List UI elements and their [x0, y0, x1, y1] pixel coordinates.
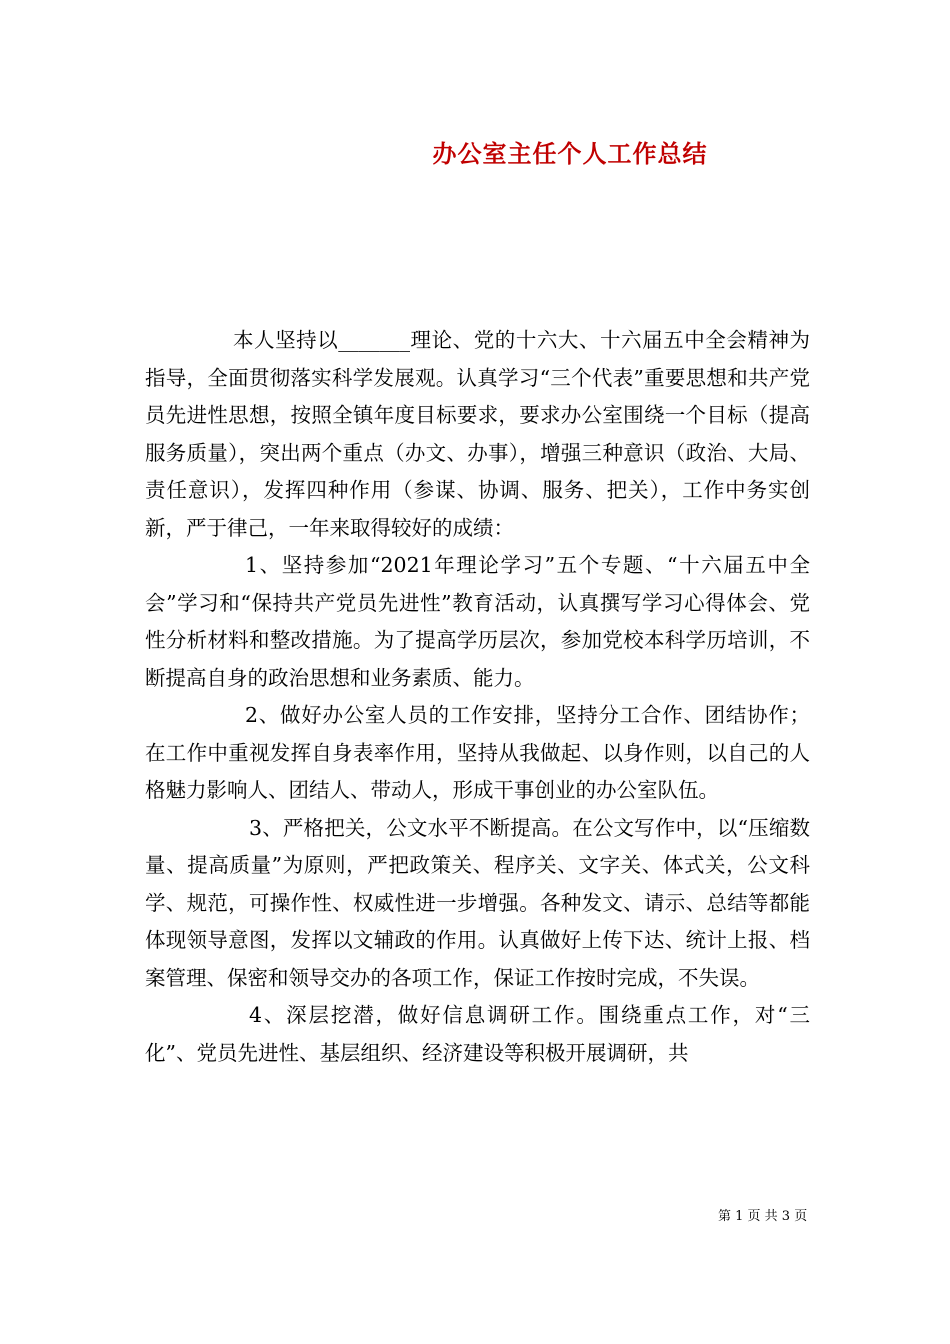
page-footer: 第 1 页 共 3 页 [718, 1209, 808, 1224]
paragraph-intro: 本人坚持以_______理论、党的十六大、十六届五中全会精神为指导，全面贯彻落实科学发展观。认真学习“三个代表”重要思想和共产党员先进性思想，按照全镇年度目标要求，要求办公室围绕一个目标（提高服务质量），突出两个重点（办文、办事），增强三种意识（政治、大局、责任意识），发挥四种作用（参谋、协调、服务、把关），工作中务实创新，严于律己，一年来取得较好的成绩： [145, 328, 810, 540]
paragraph-item-4: 4、深层挖潜，做好信息调研工作。围绕重点工作，对“三化”、党员先进性、基层组织、经济建设等积极开展调研，共 [145, 1003, 810, 1065]
paragraph-item-3: 3、严格把关，公文水平不断提高。在公文写作中，以“压缩数量、提高质量”为原则，严把政策关、程序关、文字关、体式关，公文科学、规范，可操作性、权威性进一步增强。各种发文、请示、总结等都能体现领导意图，发挥以文辅政的作用。认真做好上传下达、统计上报、档案管理、保密和领导交办的各项工作，保证工作按时完成，不失误。 [145, 815, 810, 990]
body-text [145, 322, 810, 1072]
paragraph-item-2: 2、做好办公室人员的工作安排，坚持分工合作、团结协作；在工作中重视发挥自身表率作用，坚持从我做起、以身作则，以自己的人格魅力影响人、团结人、带动人，形成干事创业的办公室队伍。 [145, 703, 810, 802]
page-title: 办公室主任个人工作总结 [432, 139, 708, 168]
paragraph-item-1: 1、坚持参加“2021年理论学习”五个专题、“十六届五中全会”学习和“保持共产党员先进性”教育活动，认真撰写学习心得体会、党性分析材料和整改措施。为了提高学历层次，参加党校本科学历培训，不断提高自身的政治思想和业务素质、能力。 [145, 553, 810, 690]
